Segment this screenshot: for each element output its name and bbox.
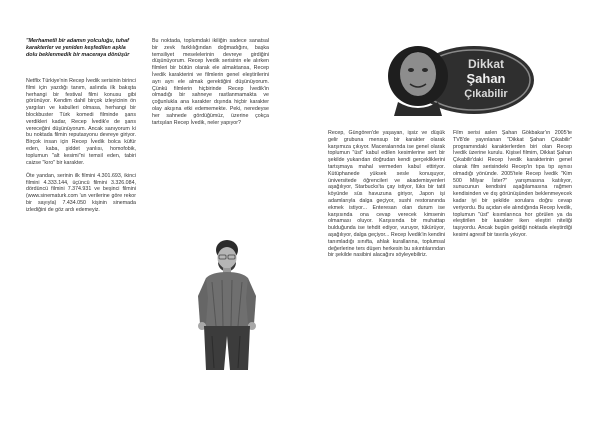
- text-column-3: [328, 130, 445, 266]
- text-column-1: [26, 78, 136, 220]
- paragraph: Netflix Türkiye'nin Recep İvedik serisinin birinci filmi için yazdığı tanım, aslında ilk bakışta herhangi bir festival filmi konusu gibi görünüyor. Kendim dahil birçok izleyicinin ön yargıları ve kabulleri olmasa, herhangi bir blockbuster Türk komedi filminde şans verdikleri kadar, Recep İvedik'e de şans vereceğini düşünüyorum. Ancak sanıyorum ki bu noktada filmin reputasyonu devreye giriyor. Birçok insan için Recep İvedik bolca küfür eden, kaba, şiddet yanlısı, homofobik, toplumun "alt kesimi"ni temsil eden, tabiri caizse "kıro" bir karakter.: [26, 78, 136, 166]
- text-column-4: [453, 130, 572, 245]
- show-logo-photo: [376, 36, 536, 126]
- paragraph: Öte yandan, serinin ilk filmini 4.301.693, ikinci filmini 4.333.144, üçüncü filmini 3.326.084, dördüncü filmini 7.374.931 ve beşinci filmini (www.sinematurk.com 'un verilerine göre rekor bir sayıyla) 7.434.050 kişinin sinemada izlediğini de göz ardı edemeyiz.: [26, 172, 136, 213]
- man-photo: [192, 236, 262, 374]
- paragraph: Film serisi aslen Şahan Gökbakar'ın 2005'te TV8'de yayınlanan "Dikkat Şahan Çıkabilir" programındaki karakterlerden biri olan Recep İvedik üzerine kurulu. Kişisel filmim, Dikkat Şahan Çıkabilir'daki Recep İvedik karakterinin genel olarak film serisindeki Recep'in tıpa tıp aynısı olmadığı yönünde. 2005'tele Recep İvedik "Kim 500 Milyar İster?" yarışmasına katılıyor, sunucunun kendisini aşağılamasına rağmen kendisinden ve dış görünüşünden beklenmeyecek kadar iyi bir şekilde sorulara doğru cevap veriyordu. Bu açıdan ele alındığında Recep İvedik, toplumun "üst" kısımlarınca hor görülen ya da eleştirilen bir karakter iken eleştiri niteliği taşıyordu. Ancak bugün geldiği noktada eleştirdiği kesimi agresif bir tavırla yıkıyor.: [453, 130, 572, 238]
- logo-word-3: Çıkabilir: [464, 88, 508, 100]
- paragraph: Recep, Güngören'de yaşayan, işsiz ve düşük gelir grubuna mensup bir karakter olarak karşımıza çıkıyor. Maceralarında ise genel olarak toplumun "üst" kabul edilen kesimlerine sert bir şekilde yukarıdan doğrudan kendi gerçekliklerini tartışmaya mahal vermeden kabul ettiriyor. Kütüphanede yüksek sesle konuşuyor, üniversitede öğrencileri ve akademisyenleri aşağılıyor, Starbucks'ta çay istiyor, lüks bir tatil köyünde süs havuzuna giriyor, Japon işi adamlarıyla dalga geçiyor, sushi restoranında ekmek istiyor... Enteresan olan durum ise karşısında ona cevap verecek kimsenin olmaması oluyor. Karşısında bir muhattap bulduğunda ise tehdit ediyor, vuruyor, tükürüyor, aşağılıyor, dalga geçiyor... Recep İvedik'in kendini tanımladığı sınıfta, ahlak kurallarına, toplumsal değerlerine ters düşen herkesin bu sıkıntılarından bir şekilde nasibini alacağını söyleyebiliriz.: [328, 130, 445, 259]
- paragraph: Bu noktada, toplumdaki ikiliğin sadece sanatsal bir zevk farklılığından doğmadığını, başka temsiliyet meselelerinin devreye girdiğini düşünüyorum. Recep İvedik serisinin ele alırken filmleri bir bütün olarak ele almaktansa, Recep İvedik karakterini ve filmlerin genel eleştirilerini ayrı ayrı ele almak gerektiğini düşünüyorum. Çünkü filmlerin hiçbirinde Recep İvedik'in olmadığı bir sahneye rastlanmamakta ve çoğunlukla ana karakter dışında hiçbir karakter olay akışına etki edememekte. Peki, neredeyse her sahnede gördüğümüz, üzerine çokça tartışılan Recep İvedik, neler yapıyor?: [152, 38, 269, 126]
- logo-word-1: Dikkat: [467, 57, 505, 71]
- text-column-2: [152, 38, 269, 133]
- article-lead: "Merhametli bir adamın yolculuğu, tuhaf karakterler ve yeniden keşfedilen aşkla dolu beklenmedik bir maceraya dönüşür: [26, 38, 130, 58]
- logo-word-2: Şahan: [466, 71, 506, 86]
